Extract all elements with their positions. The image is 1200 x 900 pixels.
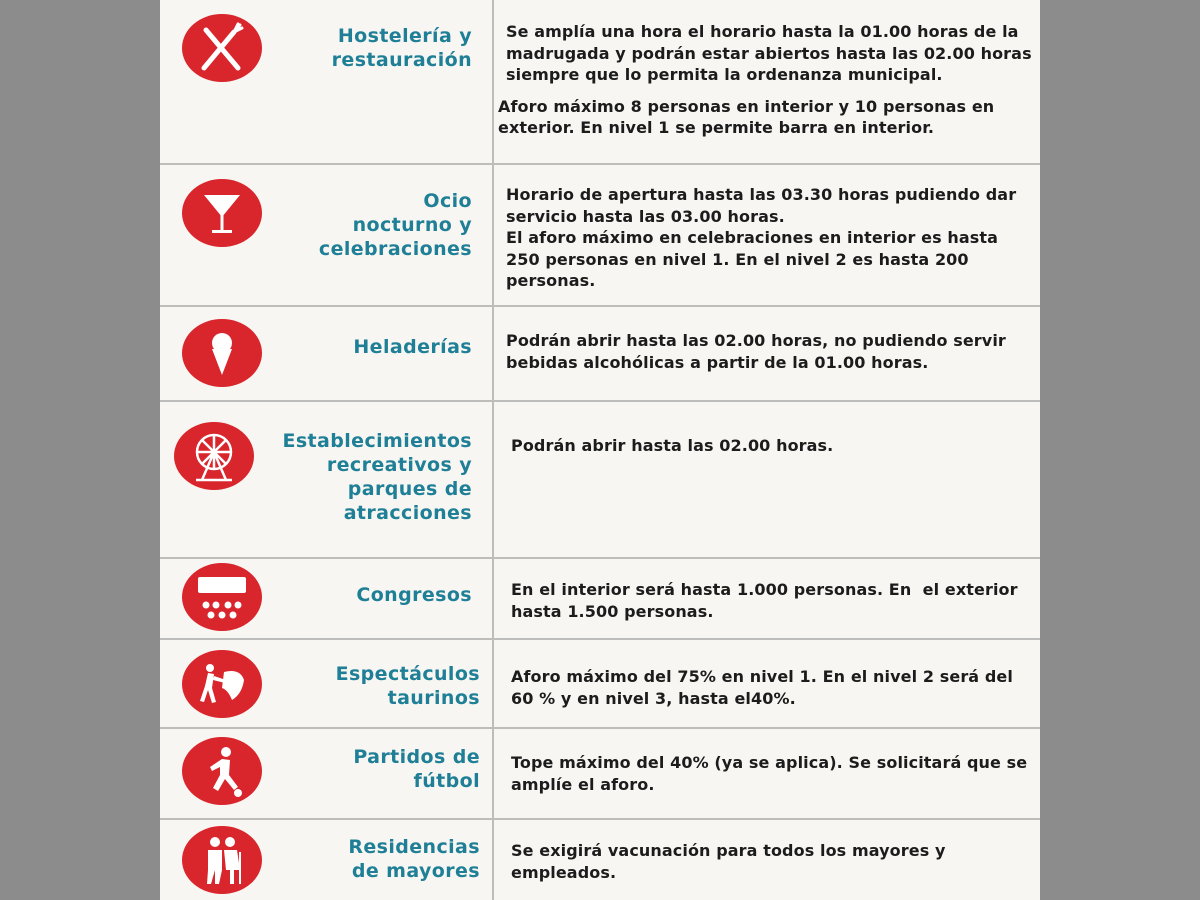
category-description: Podrán abrir hasta las 02.00 horas. [511, 436, 834, 455]
category-description: Se amplía una hora el horario hasta la 01.00 horas de la madrugada y podrán estar abiertos hasta las 02.00 horas siempre que lo permita la ordenanza municipal. Aforo máximo 8 personas en interior y 10 personas en exterior. En nivel 1 se permite barra en interior. [498, 22, 1032, 137]
cutlery-icon [182, 14, 262, 82]
category-label: Hostelería y restauración [331, 25, 472, 71]
ferris-wheel-icon [174, 422, 254, 490]
ice-cream-icon [182, 319, 262, 387]
category-description: En el interior será hasta 1.000 personas. En el exterior hasta 1.500 personas. [511, 580, 1024, 621]
table-row [160, 820, 1040, 900]
category-description: Horario de apertura hasta las 03.30 horas pudiendo dar servicio hasta las 03.00 horas. El aforo máximo en celebraciones en interior es hasta 250 personas en nivel 1. En el nivel 2 es hasta 200 personas. [506, 185, 1017, 290]
restrictions-table [160, 0, 1040, 900]
table-row [160, 640, 1040, 729]
column-divider [492, 402, 494, 557]
category-description: Aforo máximo del 75% en nivel 1. En el nivel 2 será del 60 % y en nivel 3, hasta el40%. [511, 667, 1013, 708]
column-divider [492, 307, 494, 400]
audience-screen-icon [182, 563, 262, 631]
column-divider [492, 729, 494, 818]
category-description: Se exigirá vacunación para todos los mayores y empleados. [511, 841, 946, 882]
elderly-couple-icon [182, 826, 262, 894]
category-label: Establecimientos recreativos y parques de atracciones [282, 430, 472, 524]
column-divider [492, 640, 494, 727]
column-divider [492, 820, 494, 900]
category-label: Congresos [356, 584, 472, 606]
table-row [160, 402, 1040, 559]
cocktail-glass-icon [182, 179, 262, 247]
table-row [160, 729, 1040, 820]
category-label: Espectáculos taurinos [335, 663, 480, 709]
category-label: Heladerías [353, 336, 472, 358]
table-row [160, 559, 1040, 640]
column-divider [492, 165, 494, 305]
football-player-icon [182, 737, 262, 805]
table-row [160, 307, 1040, 402]
category-label: Partidos de fútbol [353, 746, 480, 792]
category-description: Tope máximo del 40% (ya se aplica). Se solicitará que se amplíe el aforo. [511, 753, 1028, 794]
category-label: Ocio nocturno y celebraciones [318, 190, 472, 260]
bullfight-icon [182, 650, 262, 718]
table-row [160, 0, 1040, 165]
column-divider [492, 559, 494, 638]
table-row [160, 165, 1040, 307]
category-description: Podrán abrir hasta las 02.00 horas, no pudiendo servir bebidas alcohólicas a partir de la 01.00 horas. [506, 331, 1006, 372]
column-divider [492, 0, 494, 163]
category-label: Residencias de mayores [348, 836, 480, 882]
